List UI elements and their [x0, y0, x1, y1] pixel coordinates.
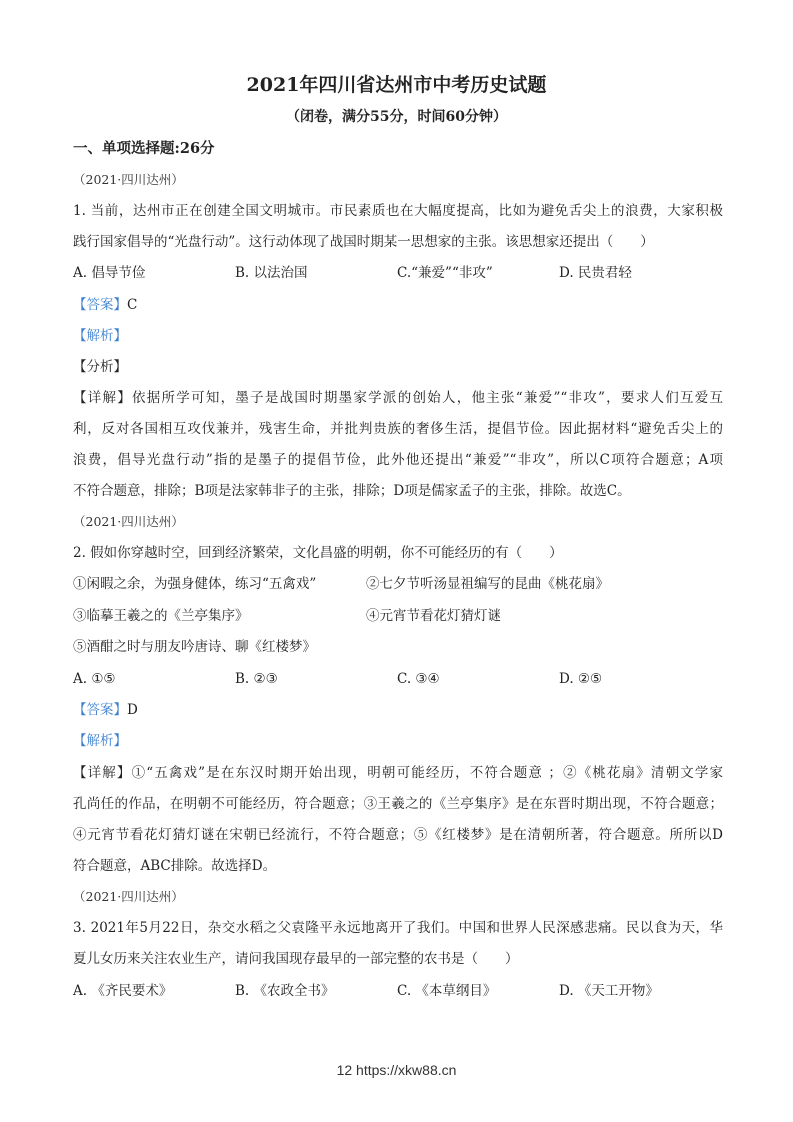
- q1-stem-line: 践行国家倡导的“光盘行动”。这行动体现了战国时期某一思想家的主张。该思想家还提出（ ）: [73, 234, 654, 250]
- q2-option-c: C. ③④: [397, 671, 440, 687]
- answer-label: 【答案】: [73, 297, 127, 313]
- q3-option-b: B. 《农政全书》: [235, 983, 335, 999]
- q2-item: ③临摹王羲之的《兰亭集序》: [73, 608, 249, 624]
- answer-value: D: [127, 702, 138, 718]
- q1-option-a: A. 倡导节俭: [73, 265, 146, 281]
- q2-detail-line: ④元宵节看花灯猜灯谜在宋朝已经流行，不符合题意；⑤《红楼梦》是在清朝所著，符合题意。所所以D: [73, 827, 723, 843]
- q2-source: （2021·四川达州）: [73, 514, 184, 529]
- q2-option-d: D. ②⑤: [559, 671, 603, 687]
- q3-option-c: C. 《本草纲目》: [397, 983, 497, 999]
- q2-stem: 2. 假如你穿越时空，回到经济繁荣，文化昌盛的明朝，你不可能经历的有（ ）: [73, 545, 563, 561]
- q2-detail-line: 符合题意，ABC排除。故选择D。: [73, 858, 277, 874]
- q1-detail-line: 浪费，倡导光盘行动”指的是墨子的提倡节俭，此外他还提出“兼爱”“非攻”，所以C项符合题意；A项: [73, 452, 723, 468]
- q2-analysis-label: 【解析】: [73, 733, 127, 749]
- q1-analysis-label: 【解析】: [73, 328, 127, 344]
- q2-option-a: A. ①⑤: [73, 671, 116, 687]
- q1-detail-line: 【详解】依据所学可知，墨子是战国时期墨家学派的创始人，他主张“兼爱”“非攻”，要求人们互爱互: [73, 390, 723, 406]
- q1-answer: [73, 296, 723, 314]
- q1-option-b: B. 以法治国: [235, 265, 308, 281]
- q2-detail-line: 【详解】①“五禽戏”是在东汉时期开始出现，明朝可能经历，不符合题意 ；②《桃花扇》清朝文学家: [73, 765, 723, 781]
- q1-fenxi-label: 【分析】: [73, 359, 127, 375]
- q2-answer: [73, 701, 723, 719]
- section-heading: 一、单项选择题:26分: [73, 140, 215, 157]
- q3-option-d: D. 《天工开物》: [559, 983, 659, 999]
- q1-source: （2021·四川达州）: [73, 172, 184, 187]
- answer-value: C: [127, 297, 138, 313]
- q1-stem-line: 1. 当前，达州市正在创建全国文明城市。市民素质也在大幅度提高，比如为避免舌尖上的浪费，大家积极: [73, 203, 723, 219]
- answer-label: 【答案】: [73, 702, 127, 718]
- q2-item: ②七夕节听汤显祖编写的昆曲《桃花扇》: [366, 576, 609, 592]
- q2-item: ①闲暇之余，为强身健体，练习“五禽戏”: [73, 576, 317, 592]
- q1-detail-line: 利，反对各国相互攻伐兼并，残害生命，并批判贵族的奢侈生活，提倡节俭。因此据材料“避免舌尖上的: [73, 421, 723, 437]
- q3-option-a: A. 《齐民要术》: [73, 983, 173, 999]
- q2-option-b: B. ②③: [235, 671, 278, 687]
- page-footer: 12 https://xkw88.cn: [336, 1062, 457, 1078]
- q1-option-d: D. 民贵君轻: [559, 265, 632, 281]
- q2-item: ④元宵节看花灯猜灯谜: [366, 608, 501, 624]
- q2-detail-line: 孔尚任的作品，在明朝不可能经历，符合题意；③王羲之的《兰亭集序》是在东晋时期出现，不符合题意；: [73, 796, 723, 812]
- q1-option-c: C.“兼爱”“非攻”: [397, 265, 493, 281]
- document-subtitle: （闭卷，满分55分，时间60分钟）: [286, 109, 507, 125]
- q1-detail-line: 不符合题意，排除；B项是法家韩非子的主张，排除；D项是儒家孟子的主张，排除。故选C。: [73, 483, 631, 499]
- q3-source: （2021·四川达州）: [73, 889, 184, 904]
- document-title: 2021年四川省达州市中考历史试题: [246, 74, 547, 96]
- q2-item: ⑤酒酣之时与朋友吟唐诗、聊《红楼梦》: [73, 639, 316, 655]
- q3-stem-line: 夏儿女历来关注农业生产，请问我国现存最早的一部完整的农书是（ ）: [73, 951, 519, 967]
- q3-stem-line: 3. 2021年5月22日，杂交水稻之父袁隆平永远地离开了我们。中国和世界人民深感悲痛。民以食为天，华: [73, 920, 723, 936]
